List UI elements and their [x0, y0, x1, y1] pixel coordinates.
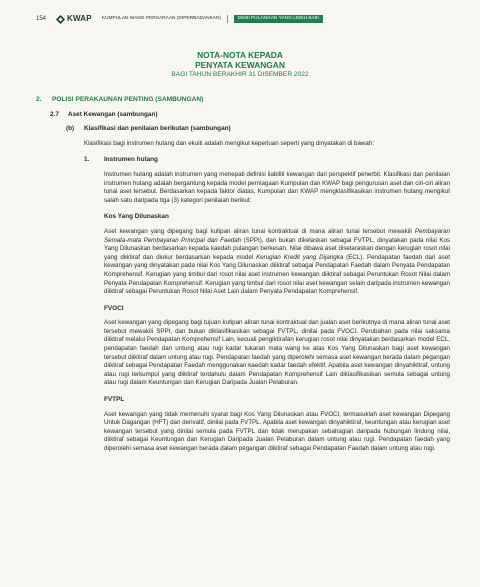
fvtpl-paragraph: Aset kewangan yang tidak memenuhi syarat bagi Kos Yang Dilunaskan atau FVOCI, termasuklah aset kewangan Dipegang Untuk Dagangan (HFT) dan derivatif, dinilai pada FVTPL. Apabila aset kewangan dinyahiktiraf, keuntungan atau kerugian aset kewangan tersebut yang dinilai semula pada FVTPL dan tidak merupakan sebahagian daripada hubungan lindung nilai, diiktiraf sebagai Keuntungan dan Kerugian Daripada Jualan Pelaburan dalam untung atau rugi. Pendapatan faedah yang diperolehi semasa aset kewangan berada dalam pegangan diiktiraf sebagai Pendapatan Faedah dalam untung atau rugi. [104, 410, 450, 452]
section-label: POLISI PERAKAUNAN PENTING (SAMBUNGAN) [52, 96, 204, 103]
subsection-label: Aset Kewangan (sambungan) [68, 110, 158, 118]
page-title-line1: NOTA-NOTA KEPADA [197, 50, 283, 60]
subsection-heading [50, 111, 450, 120]
text-run: Aset kewangan yang dipegang bagi kutipan aliran tunai kontraktual di mana aliran tunai tersebut mewakili [104, 227, 415, 235]
sub-subsection-label: Klasifikasi dan penilaian berikutan (sambungan) [84, 125, 231, 133]
logo-text: KWAP [67, 14, 92, 23]
kwap-logo-icon [56, 15, 65, 24]
page-title-line2: PENYATA KEWANGAN [195, 60, 285, 70]
item-number: 1. [84, 156, 90, 164]
header-org-name: KUMPULAN WANG PERSARAAN (DIPERBADANKAN) [101, 15, 222, 21]
fvoci-paragraph: Aset kewangan yang dipegang bagi tujuan kutipan aliran tunai kontraktual dan jualan aset berikutnya di mana aliran tunai aset tersebut mewakili SPPI, dan bukan diklasifikasikan sebagai FVTPL, dinilai pada FVOCI. Perubahan pada nilai saksama diiktiraf melalui Pendapatan Komprehensif Lain, kecuali pengiktirafan kerugian rosot nilai dinyatakan berdasarkan model ECL, pendapatan faedah dan untung atau rugi kadar tukaran mata wang ke atas Kos Yang Dilunaskan bagi aset kewangan tersebut diiktiraf dalam untung atau rugi. Pendapatan faedah yang diperolehi semasa aset kewangan berada dalam pegangan diiktiraf sebagai Pendapatan Faedah menggunakan kaedah kadar faedah efektif. Apabila aset kewangan dinyahiktiraf, untung atau rugi terkumpul yang diiktiraf terdahulu dalam Pendapatan Komprehensif Lain diklasifikasikan semula sebagai untung atau rugi dalam Keuntungan dan Kerugian Daripada Jualan Pelaburan. [104, 319, 450, 387]
sub-subsection-heading [66, 125, 450, 134]
fvoci-heading: FVOCI [104, 304, 124, 312]
section-number: 2. [36, 96, 42, 103]
subsection-number: 2.7 [50, 110, 59, 118]
kwap-logo [56, 15, 92, 24]
italic-term: Pembayaran Semata-mata Pembayaran Principal dan Faedah [104, 227, 450, 244]
text-run: (ECL). Pendapatan faedah dari aset kewangan yang dinyatakan pada nilai Kos Yang Dilunaskan diiktiraf sebagai Pendapatan Faedah dalam Penyata Pendapatan Komprehensif. Kerugian yang timbul dari rosot nilai aset instrumen kewangan diiktiraf sebagai Peruntukan Rosot Nilai dalam Penyata Pendapatan Komprehensif. Kerugian yang timbul dari rosot nilai aset kewangan selain daripada instrumen kewangan diiktiraf sebagai Peruntukan Rosot Nilai Aset Lain dalam Penyata Pendapatan Komprehensif. [104, 253, 450, 296]
page-header [36, 12, 460, 26]
section-heading [36, 96, 450, 105]
page-title-block [0, 50, 480, 79]
item-label: Instrumen hutang [104, 156, 158, 164]
main-content [36, 96, 450, 454]
page-number: 154 [36, 16, 47, 22]
intro-paragraph: Klasifikasi bagi instrumen hutang dan ekuiti adalah mengikut keperluan seperti yang dinyatakan di bawah: [84, 139, 374, 147]
fvtpl-heading: FVTPL [104, 396, 125, 404]
italic-term: Kerugian Kredit yang Dijangka [256, 253, 344, 261]
sub-subsection-number: (b) [66, 125, 75, 133]
debt-instrument-paragraph: Instrumen hutang adalah instrumen yang menepati definisi liabiliti kewangan dari perspektif penerbit. Klasifikasi dan penilaian instrumen hutang adalah bergantung kepada model perniagaan Kumpulan dan KWAP bagi pengurusan aset dan ciri-ciri aliran tunai aset tersebut. Berdasarkan kepada faktor diatas, Kumpulan dan KWAP mengklasifikasikan instrumen hutang mengikut salah satu daripada tiga (3) kategori penilaian berikut: [104, 170, 450, 204]
header-tagline: DEMI PULANGAN YANG LEBIH BAIK [234, 15, 324, 24]
text-run: (SPPI), dan bukan dikelaskan sebagai FVTPL, dinyatakan pada nilai Kos Yang Dilunaskan berdasarkan kepada kaedah pulangan berkesan. Nilai dibawa aset diselaraskan dengan kerugian rosot nilai yang diiktiraf dan diukur berdasarkan kepada model [104, 236, 451, 261]
header-divider [227, 15, 228, 23]
page-subtitle: BAGI TAHUN BERAKHIR 31 DISEMBER 2022 [171, 71, 309, 78]
amortised-cost-heading: Kos Yang Dilunaskan [104, 213, 169, 221]
amortised-cost-paragraph [104, 228, 450, 297]
item-heading [84, 156, 450, 165]
